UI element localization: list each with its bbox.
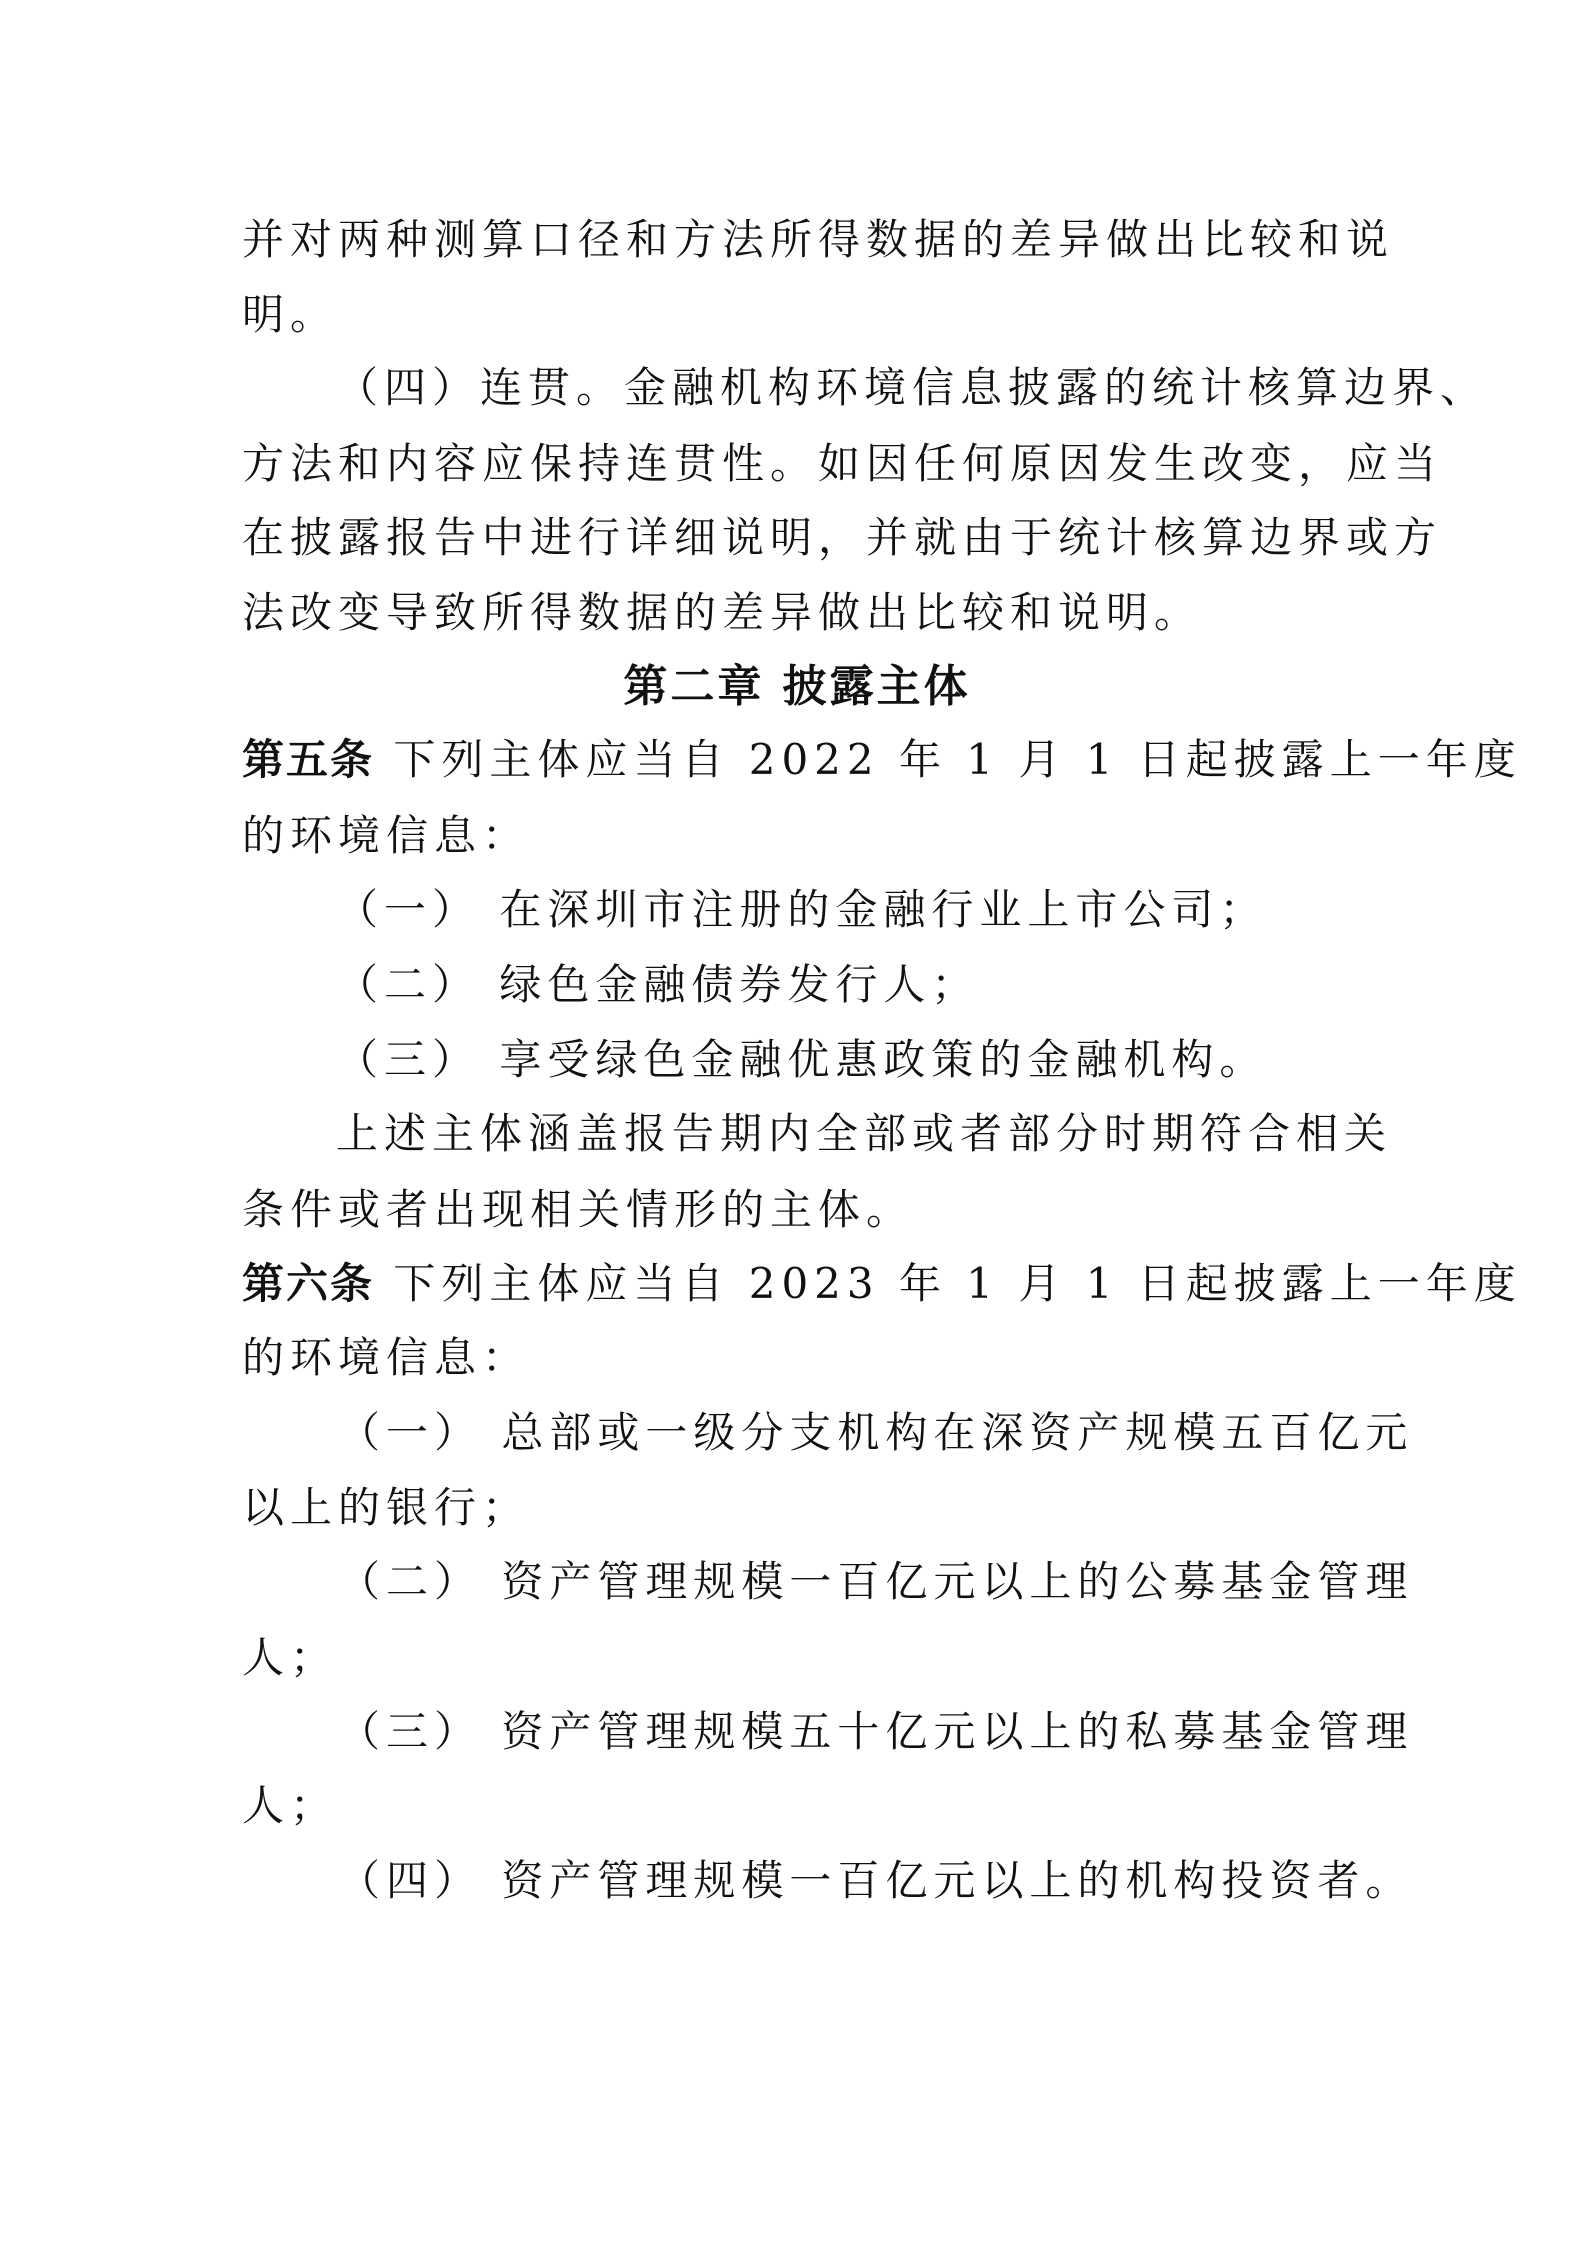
paragraph-line: 的环境信息： [242, 811, 531, 860]
list-item-continuation: 以上的银行； [242, 1483, 531, 1532]
list-item: （二） 资产管理规模一百亿元以上的公募基金管理 [338, 1557, 1414, 1606]
chapter-title: 第二章 披露主体 [623, 661, 971, 712]
list-item: （四） 资产管理规模一百亿元以上的机构投资者。 [338, 1856, 1414, 1905]
list-item: （一） 在深圳市注册的金融行业上市公司； [336, 885, 1268, 934]
list-item-continuation: 人； [242, 1781, 339, 1830]
paragraph-line: 方法和内容应保持连贯性。如因任何原因发生改变，应当 [242, 439, 1443, 488]
list-item-continuation: 人； [242, 1633, 339, 1682]
article-number: 第五条 [242, 735, 375, 784]
list-item: （二） 绿色金融债券发行人； [336, 960, 980, 1009]
paragraph-line: 的环境信息： [242, 1333, 531, 1382]
article-number: 第六条 [242, 1259, 375, 1308]
paragraph-line: 并对两种测算口径和方法所得数据的差异做出比较和说 [242, 215, 1395, 264]
list-item: （三） 资产管理规模五十亿元以上的私募基金管理 [338, 1707, 1414, 1756]
article-text: 下列主体应当自 2023 年 1 月 1 日起披露上一年度 [374, 1259, 1522, 1308]
paragraph-line: 明。 [242, 290, 339, 339]
article-6-line [242, 1254, 1522, 1314]
paragraph-line: 法改变导致所得数据的差异做出比较和说明。 [242, 588, 1203, 637]
list-item: （一） 总部或一级分支机构在深资产规模五百亿元 [338, 1408, 1414, 1457]
paragraph-line: 在披露报告中进行详细说明，并就由于统计核算边界或方 [242, 513, 1443, 562]
paragraph-line: 条件或者出现相关情形的主体。 [242, 1185, 915, 1234]
article-text: 下列主体应当自 2022 年 1 月 1 日起披露上一年度 [374, 735, 1522, 784]
paragraph-line: （四）连贯。金融机构环境信息披露的统计核算边界、 [336, 363, 1489, 412]
paragraph-line: 上述主体涵盖报告期内全部或者部分时期符合相关 [336, 1109, 1393, 1158]
list-item: （三） 享受绿色金融优惠政策的金融机构。 [336, 1035, 1268, 1084]
article-5-line [242, 730, 1522, 790]
